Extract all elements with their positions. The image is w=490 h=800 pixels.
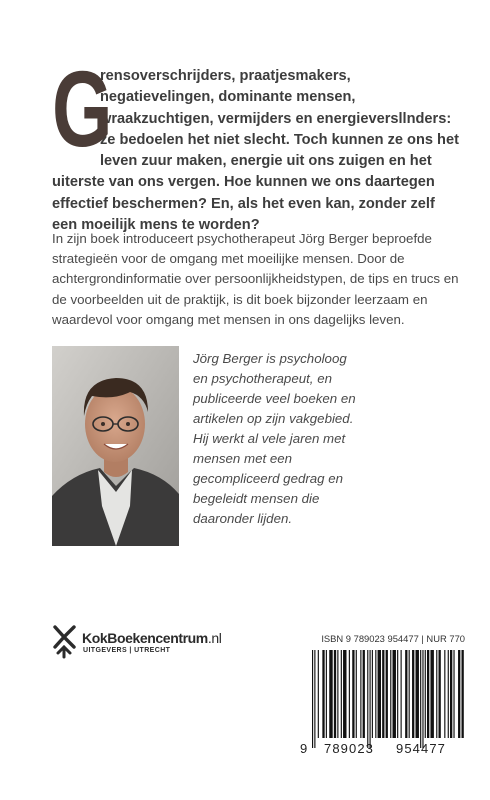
barcode-bar [430, 650, 433, 738]
barcode-bar [375, 650, 376, 738]
author-portrait-illustration [52, 346, 179, 546]
isbn-line: ISBN 9 789023 954477 | NUR 770 [321, 633, 465, 644]
barcode-bar [356, 650, 357, 738]
publisher-mark-icon [52, 623, 78, 659]
barcode-bar [462, 650, 464, 738]
barcode-bar [367, 650, 368, 748]
barcode-bar [453, 650, 454, 738]
barcode-bar [444, 650, 445, 738]
barcode-right-digits: 954477 [396, 741, 446, 756]
barcode-bar [397, 650, 398, 738]
barcode-bars [312, 650, 464, 748]
barcode-bar [420, 650, 421, 748]
barcode-bar [378, 650, 381, 738]
barcode-bar [341, 650, 342, 738]
barcode-bar [334, 650, 336, 738]
barcode-bar [370, 650, 371, 748]
barcode-bar [422, 650, 423, 748]
barcode-bar [382, 650, 384, 738]
barcode-bar [363, 650, 365, 738]
barcode-bar [318, 650, 319, 738]
barcode-bar [337, 650, 338, 738]
barcode-bar [427, 650, 429, 738]
publisher-subtitle: UITGEVERS | UTRECHT [83, 647, 171, 654]
barcode-bar [458, 650, 460, 738]
drop-cap: G [52, 48, 113, 169]
barcode-bar [425, 650, 426, 738]
barcode-bar [326, 650, 327, 738]
intro-paragraph: In zijn boek introduceert psychotherapeut Jörg Berger beproefde strategieën voor de omgang met moeilijke mensen. Door de achtergrondinformatie over persoonlijkheidstypen, de tips en trucs en de voorbeelden uit de praktijk, is dit boek bijzonder leerzaam en waardevol voor omgang met mensen in ons dagelijks leven. [52, 231, 459, 327]
barcode-bar [314, 650, 315, 748]
lead-text: rensoverschrijders, praatjesmakers, negatievelingen, dominante mensen, wraakzuchtigen, vermijders en energieversllnders: ze bedoelen het niet slecht. Toch kunnen ze ons het leven zuur maken, energie uit ons zuigen en het uiterste van ons vergen. Hoe kunnen we ons daartegen effectief beschermen? En, als het even kan, zonder zelf een moeilijk mens te worden? [52, 68, 459, 234]
barcode-bar [412, 650, 414, 738]
barcode-left-digits: 789023 [324, 741, 374, 756]
barcode-first-digit: 9 [300, 741, 309, 756]
barcode-bar [401, 650, 402, 738]
barcode-bar [436, 650, 437, 738]
barcode-bar [450, 650, 452, 738]
barcode-bar [372, 650, 373, 738]
lead-paragraph [52, 48, 462, 236]
barcode-bar [349, 650, 350, 738]
barcode-bar [329, 650, 332, 738]
barcode-bar [439, 650, 441, 738]
barcode-bar [409, 650, 410, 738]
barcode-bar [343, 650, 346, 738]
barcode-bar [352, 650, 354, 738]
barcode-bar [448, 650, 449, 738]
barcode-bar [405, 650, 407, 738]
publisher-logo [52, 623, 252, 659]
publisher-name: KokBoekencentrum.nl [82, 630, 222, 646]
barcode-bar [360, 650, 361, 738]
barcode-bar [312, 650, 313, 748]
barcode-bar [390, 650, 391, 738]
barcode [298, 650, 464, 760]
barcode-bar [416, 650, 419, 738]
barcode-bar [322, 650, 324, 738]
author-photo [52, 346, 179, 546]
barcode-bar [386, 650, 388, 738]
author-bio: Jörg Berger is psycholoog en psychotherapeut, en publiceerde veel boeken en artikelen op zijn vakgebied. Hij werkt al vele jaren met mensen met een gecompliceerd gedrag en begeleidt mensen die daaronder lijden. [193, 351, 356, 526]
barcode-bar [393, 650, 396, 738]
